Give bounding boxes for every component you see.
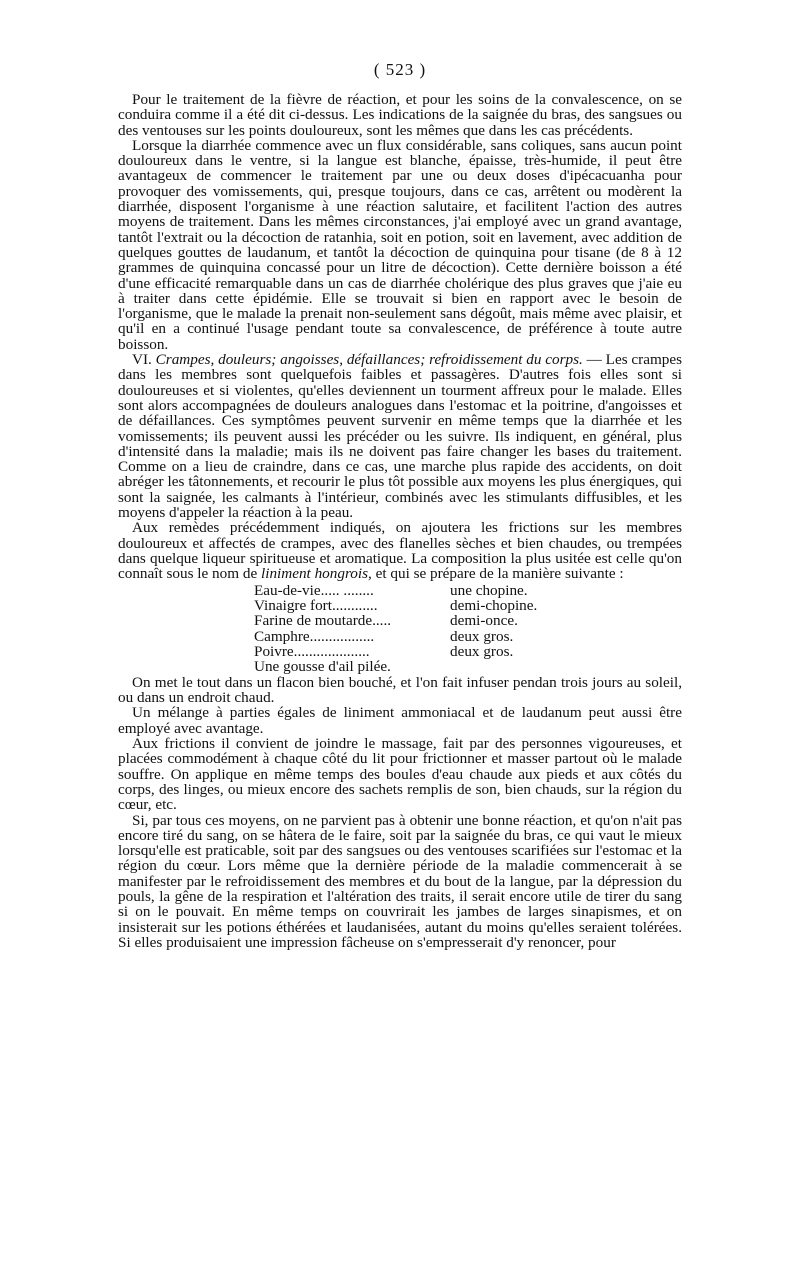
page-number: ( 523 ) bbox=[373, 60, 427, 79]
recipe-row bbox=[254, 629, 594, 644]
section-vi-paragraph bbox=[118, 352, 682, 520]
ingredient-name: Eau-de-vie..... ........ bbox=[254, 582, 374, 598]
paragraph-remedes bbox=[118, 520, 682, 581]
document-page bbox=[118, 0, 682, 950]
remedes-text: Aux remèdes précédemment indiqués, on ajoutera les frictions sur les membres douloureux et affectés de crampes, avec des flanelles sèches et bien chaudes, ou trempées dans quelque liqueur spiritueuse et aromatique. La composition la plus usitée est celle qu'on connaît sous le nom de bbox=[118, 519, 682, 583]
paragraph-infusion: On met le tout dans un flacon bien bouché, et l'on fait infuser pendan trois jours au soleil, ou dans un endroit chaud. bbox=[118, 673, 682, 707]
ingredient-name: Poivre.................... bbox=[254, 644, 370, 660]
ingredient-name: Une gousse d'ail pilée. bbox=[254, 658, 391, 676]
ingredient-quantity: deux gros. bbox=[450, 643, 514, 661]
ingredient-quantity: deux gros. bbox=[450, 627, 514, 645]
ingredient-name: Vinaigre fort............ bbox=[254, 597, 378, 614]
remedes-text-end: , et qui se prépare de la manière suivante : bbox=[368, 565, 624, 583]
recipe-row bbox=[254, 644, 594, 659]
section-title: Crampes, douleurs; angoisses, défaillances; refroidissement du corps. bbox=[155, 351, 583, 369]
recipe-row bbox=[254, 659, 594, 674]
ingredient-quantity: demi-once. bbox=[450, 612, 518, 630]
paragraph-diarrhee: Lorsque la diarrhée commence avec un flux considérable, sans coliques, sans aucun point douloureux dans le ventre, si la langue est blanche, épaisse, très-humide, il peut être avantageux de commencer le traitement par une ou deux doses d'ipécacuanha pour provoquer des vomissements, qui, presque toujours, dans ce cas, arrêtent ou modèrent la diarrhée, disposent l'organisme à une réaction salutaire, et facilitent l'action des autres moyens de traitement. Dans les mêmes circonstances, j'ai employé avec un grand avantage, tantôt l'extrait ou la décoction de ratanhia, soit en potion, soit en lavement, avec addition de quelques gouttes de laudanum, et tantôt la décoction de quinquina pour tisane (de 8 à 12 grammes de quinquina concassé pour un litre de décoction). Cette dernière boisson a été d'une efficacité remarquable dans un cas de diarrhée cholérique des plus graves que j'aie eu à traiter dans cette épidémie. Elle se trouvait si bien en rapport avec le besoin de l'organisme, que le malade la prenait non-seulement sans dégoût, mais même avec plaisir, et qu'il en a continué l'usage pendant toute sa convalescence, de préférence à toute autre boisson. bbox=[118, 136, 682, 353]
section-text: — Les crampes dans les membres sont quelquefois faibles et passagères. D'autres fois elles sont si douloureuses et si violentes, qu'elles deviennent un tourment affreux pour le malade. Elles sont alors accompagnées de douleurs analogues dans l'estomac et la poitrine, d'angoisses et de défaillances. Ces symptômes peuvent survenir en même temps que la diarrhée et les vomissements; ils peuvent aussi les précéder ou les suivre. Ils indiquent, en général, plus d'intensité dans la maladie; mais ils ne doivent pas faire changer les bases du traitement. Comme on a lieu de craindre, dans ce cas, une marche plus rapide des accidents, on doit abréger les tâtonnements, et recourir le plus tôt possible aux moyens les plus énergiques, qui sont la saignée, les calmants à l'intérieur, combinés avec les stimulants diffusibles, et les moyens d'appeler la réaction à la peau. bbox=[118, 351, 683, 522]
paragraph-massage: Aux frictions il convient de joindre le massage, fait par des personnes vigoureuses, et placées commodément à chaque côté du lit pour frictionner et masser partout où le malade souffre. On applique en même temps des boules d'eau chaude aux pieds et aux côtés du corps, des linges, ou mieux encore des sachets remplis de son, bien chauds, sur la région du cœur, etc. bbox=[118, 735, 682, 814]
recipe-row bbox=[254, 598, 594, 613]
section-number: VI. bbox=[132, 351, 152, 369]
recipe-row bbox=[254, 583, 594, 598]
ingredient-name: Camphre................. bbox=[254, 628, 375, 645]
liniment-name: liniment hongrois bbox=[261, 565, 369, 583]
paragraph-melange: Un mélange à parties égales de liniment ammoniacal et de laudanum peut aussi être employé avec avantage. bbox=[118, 704, 682, 737]
ingredient-quantity: demi-chopine. bbox=[450, 596, 538, 614]
recipe-list bbox=[254, 583, 594, 675]
paragraph-fievre-reaction: Pour le traitement de la fièvre de réaction, et pour les soins de la convalescence, on se conduira comme il a été dit ci-dessus. Les indications de la saignée du bras, des sangsues ou des ventouses sur les points douloureux, sont les mêmes que dans les cas précédents. bbox=[118, 91, 682, 139]
paragraph-saignee: Si, par tous ces moyens, on ne parvient pas à obtenir une bonne réaction, et qu'on n'ait pas encore tiré du sang, on se hâtera de le faire, soit par la saignée du bras, ce qui vaut le mieux lorsqu'elle est praticable, soit par des sangsues ou des ventouses scarifiées sur l'estomac et la région du cœur. Lors même que la dernière période de la maladie commencerait à se manifester par le refroidissement des membres et du bout de la langue, par la dépression du pouls, la gêne de la respiration et l'altération des traits, il serait encore utile de tirer du sang si on le pouvait. En même temps on couvrirait les jambes de larges sinapismes, et on insisterait sur les potions éthérées et laudanisées, autant du moins qu'elles seraient tolérées. Si elles produisaient une impression fâcheuse on s'empresserait d'y renoncer, pour bbox=[118, 811, 682, 951]
ingredient-quantity: une chopine. bbox=[450, 581, 528, 599]
recipe-row bbox=[254, 613, 594, 628]
ingredient-name: Farine de moutarde..... bbox=[254, 613, 392, 629]
